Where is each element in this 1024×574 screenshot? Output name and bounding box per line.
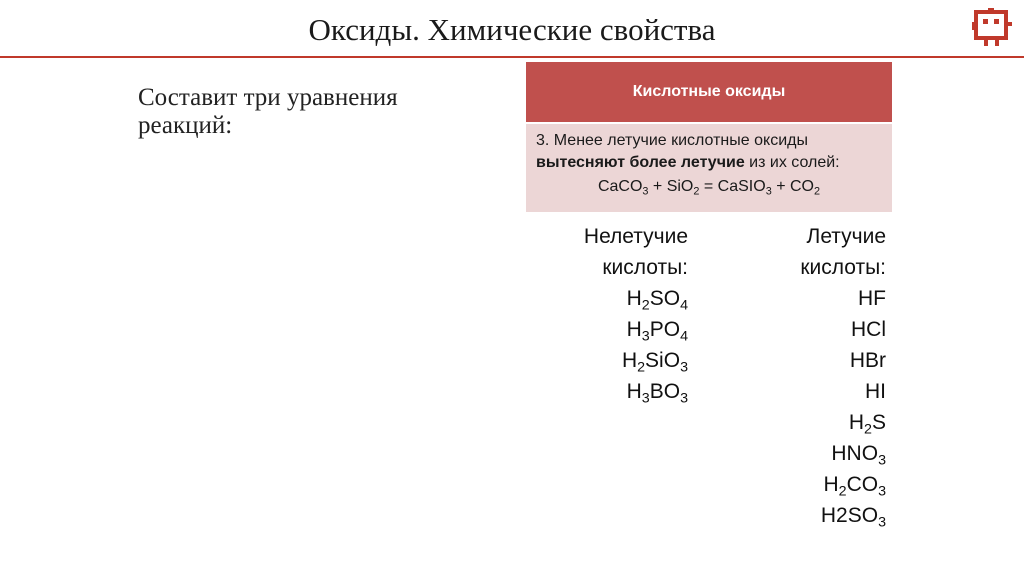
slide-title: Оксиды. Химические свойства: [308, 12, 716, 47]
formula-part: H: [626, 287, 642, 310]
formula-part: H: [823, 473, 839, 496]
formula-subscript: 3: [641, 328, 650, 345]
formula-part: H2SO: [820, 504, 879, 527]
formula-part: SO: [649, 287, 681, 310]
column-heading: Нелетучие: [583, 225, 688, 248]
formula-subscript: 2: [864, 421, 872, 438]
formula-subscript: 3: [878, 483, 886, 500]
robot-logo-icon: [970, 8, 1016, 50]
formula-subscript: 4: [680, 328, 688, 345]
equation-subscript: 3: [765, 185, 772, 198]
acid-formula: [740, 407, 886, 438]
equation-part: CaCO: [597, 178, 643, 195]
formula-subscript: 2: [637, 359, 646, 376]
formula-part: H: [626, 318, 642, 341]
formula-part: HBr: [849, 349, 886, 372]
acid-oxides-header: Кислотные оксиды: [526, 62, 892, 122]
formula-part: H: [848, 411, 865, 434]
reaction-equation: [526, 176, 892, 197]
formula-subscript: 2: [641, 297, 650, 314]
task-text: Составит три уравнения реакций:: [138, 84, 398, 139]
acid-formula: [540, 283, 688, 314]
title-divider: [0, 56, 1024, 58]
acid-formula: [740, 469, 886, 500]
column-heading: Летучие: [806, 225, 886, 248]
acid-formula: [540, 314, 688, 345]
equation-part: = CaSIO: [699, 178, 766, 195]
formula-subscript: 3: [878, 452, 886, 469]
formula-subscript: 3: [680, 390, 688, 407]
equation-part: + CO: [771, 178, 814, 195]
acid-formula: [740, 283, 886, 314]
acid-oxides-body: [526, 124, 892, 212]
formula-part: S: [871, 411, 886, 434]
property-line-2: [536, 152, 840, 173]
acid-formula: [740, 500, 886, 531]
acid-formula: [540, 345, 688, 376]
equation-subscript: 3: [642, 185, 649, 198]
acid-list: [540, 283, 688, 407]
acid-formula: [740, 438, 886, 469]
property-line-1: 3. Менее летучие кислотные оксиды: [536, 132, 808, 149]
acid-list: [740, 283, 886, 531]
acid-formula: [740, 376, 886, 407]
equation-subscript: 2: [693, 185, 700, 198]
formula-part: HI: [865, 380, 886, 403]
formula-part: HF: [858, 287, 886, 310]
formula-part: HNO: [831, 442, 879, 465]
formula-subscript: 3: [641, 390, 650, 407]
acid-formula: [740, 345, 886, 376]
equation-part: + SiO: [648, 178, 694, 195]
formula-subscript: 4: [680, 297, 688, 314]
formula-subscript: 3: [680, 359, 688, 376]
column-heading: кислоты:: [602, 256, 688, 279]
formula-part: HCl: [851, 318, 886, 341]
formula-part: H: [626, 380, 642, 403]
formula-part: SiO: [645, 349, 681, 372]
property-bold-text: вытесняют более летучие: [536, 154, 745, 171]
property-rest-text: из их солей:: [744, 154, 840, 171]
formula-part: H: [621, 349, 638, 372]
formula-part: CO: [846, 473, 879, 496]
nonvolatile-acids-column: [540, 221, 688, 407]
formula-part: PO: [649, 318, 681, 341]
volatile-acids-column: [740, 221, 886, 531]
formula-part: BO: [649, 380, 681, 403]
equation-subscript: 2: [813, 185, 821, 198]
formula-subscript: 3: [878, 514, 886, 531]
acid-formula: [540, 376, 688, 407]
column-heading: кислоты:: [800, 256, 886, 279]
acid-formula: [740, 314, 886, 345]
formula-subscript: 2: [838, 483, 847, 500]
